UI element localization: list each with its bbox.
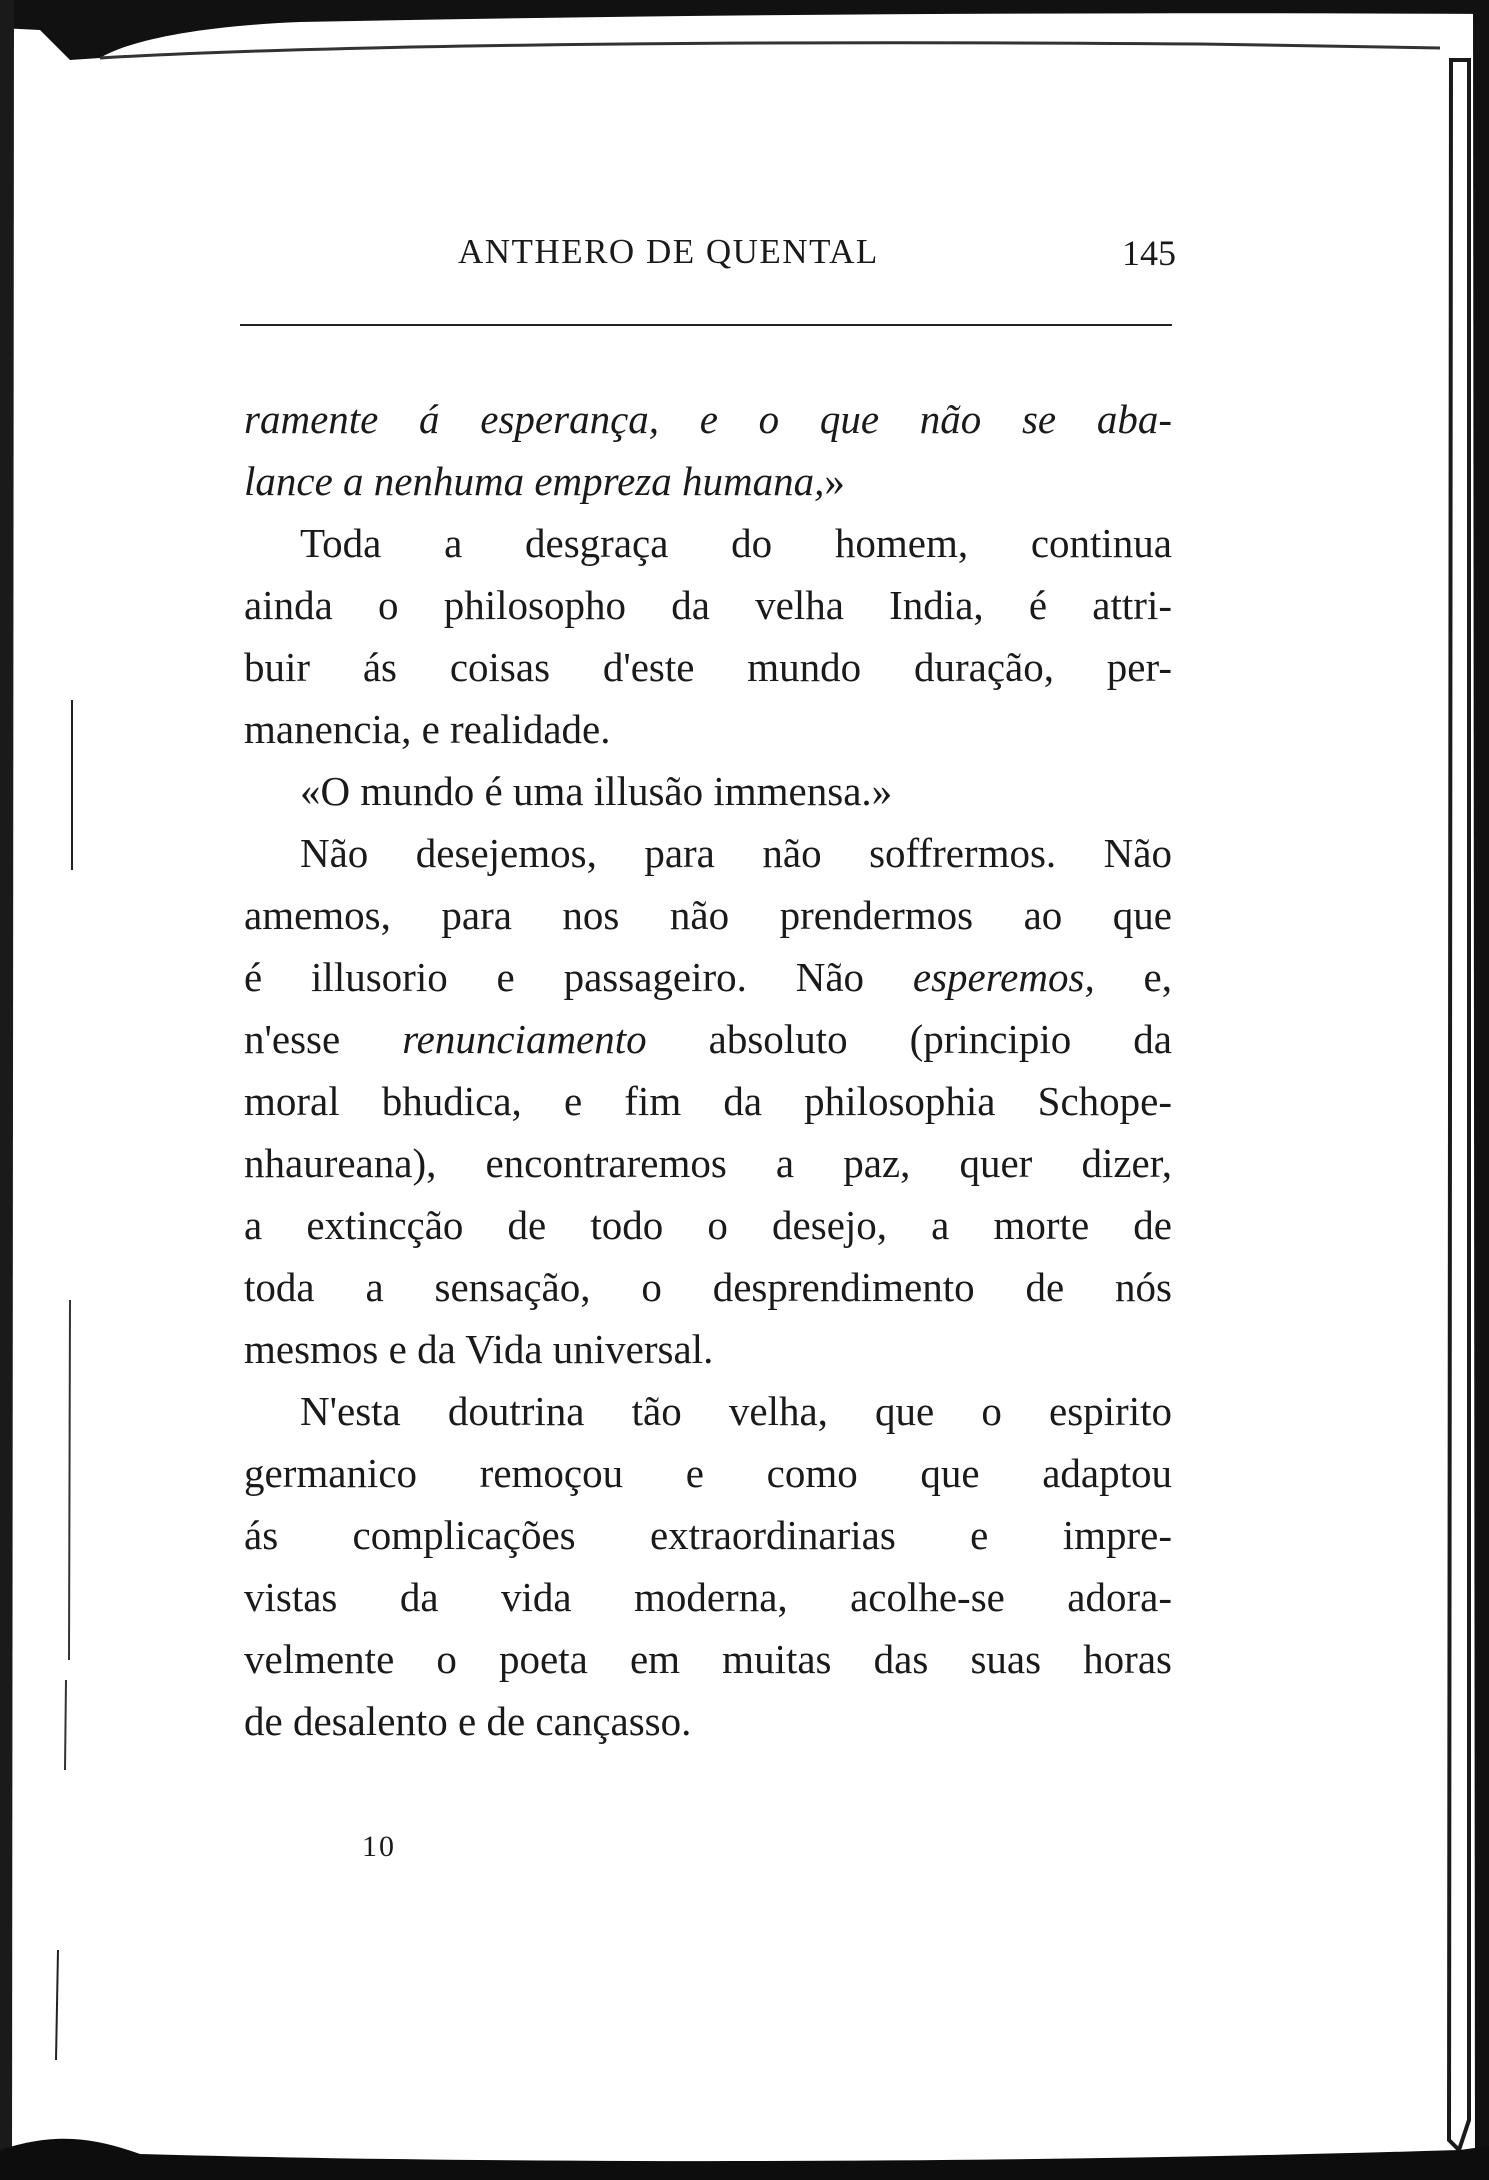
text-line — [244, 1008, 1172, 1070]
italic-text: lance a nenhuma empreza humana, — [244, 458, 825, 504]
text-line: germanico remoçou e como que adaptou — [244, 1450, 1172, 1496]
signature-mark: 10 — [362, 1830, 396, 1863]
page-number: 145 — [1122, 233, 1176, 273]
text-line: toda a sensação, o desprendimento de nós — [244, 1264, 1172, 1310]
text-fragment: n'esse — [244, 1016, 341, 1062]
text-line: ainda o philosopho da velha India, é attri- — [244, 582, 1172, 628]
text-line: ramente á esperança, e o que não se aba- — [244, 396, 1172, 442]
text-fragment: e, — [1143, 954, 1172, 1000]
text-line: nhaureana), encontraremos a paz, quer dizer, — [244, 1140, 1172, 1186]
running-head — [240, 232, 1176, 282]
text-line: manencia, e realidade. — [244, 706, 611, 752]
italic-text: esperemos, — [912, 954, 1095, 1000]
text-fragment: é illusorio e passageiro. Não — [244, 954, 865, 1000]
scan-edge-top — [0, 0, 1489, 60]
text-line: a extincção de todo o desejo, a morte de — [244, 1202, 1172, 1248]
text-line — [244, 946, 1172, 1008]
text-fragment: » — [824, 458, 845, 504]
scan-edge-left — [0, 0, 80, 2180]
text-line: mesmos e da Vida universal. — [244, 1326, 714, 1372]
text-line: moral bhudica, e fim da philosophia Schope- — [244, 1078, 1172, 1124]
text-line: Não desejemos, para não soffrermos. Não — [300, 830, 1172, 876]
text-fragment: absoluto (principio da — [708, 1016, 1172, 1062]
text-line — [244, 450, 1172, 512]
text-line: amemos, para nos não prendermos ao que — [244, 892, 1172, 938]
text-line: N'esta doutrina tão velha, que o espirito — [300, 1388, 1172, 1434]
text-line: buir ás coisas d'este mundo duração, per- — [244, 644, 1172, 690]
text-line: de desalento e de cançasso. — [244, 1698, 692, 1744]
text-line: ás complicações extraordinarias e impre- — [244, 1512, 1172, 1558]
header-rule — [240, 324, 1172, 326]
body-text — [244, 388, 1172, 1752]
text-line: Toda a desgraça do homem, continua — [300, 520, 1172, 566]
text-line: velmente o poeta em muitas das suas horas — [244, 1636, 1172, 1682]
scan-edge-bottom — [0, 2090, 1489, 2180]
text-line: «O mundo é uma illusão immensa.» — [300, 768, 893, 814]
italic-text: renunciamento — [402, 1016, 647, 1062]
text-line: vistas da vida moderna, acolhe-se adora- — [244, 1574, 1172, 1620]
running-title: ANTHERO DE QUENTAL — [458, 232, 879, 271]
scan-edge-right — [1429, 0, 1489, 2180]
